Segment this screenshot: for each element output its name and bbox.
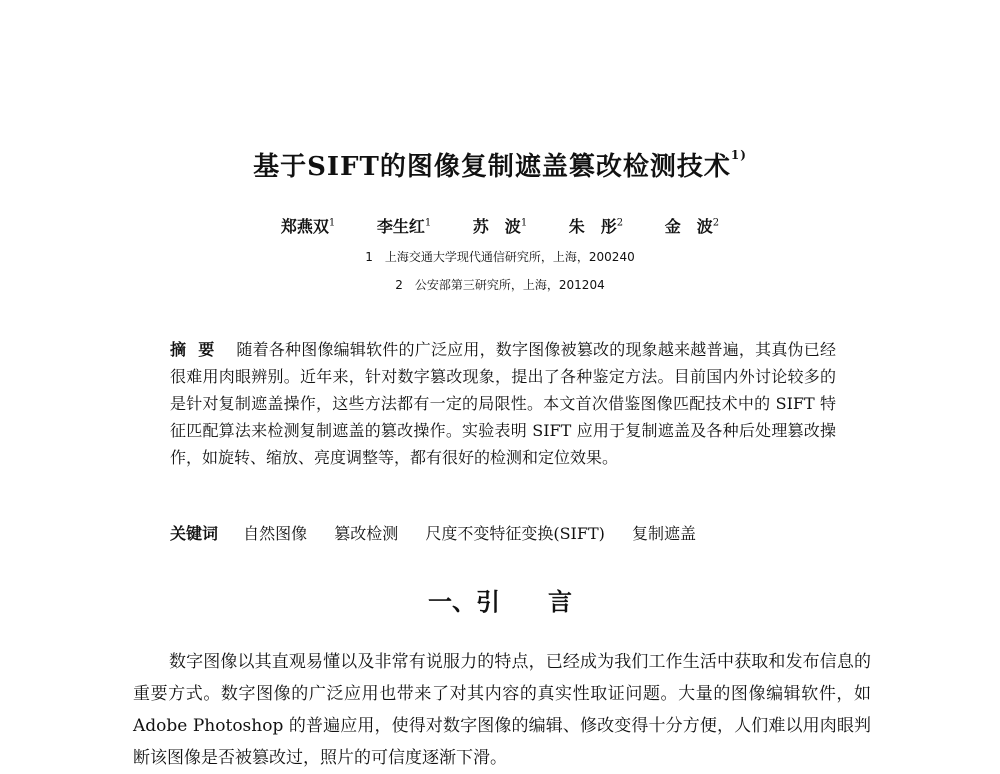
author [377,214,431,237]
author-affiliation-mark: 1 [424,217,432,229]
author [665,214,719,237]
affiliation-2: 2 公安部第三研究所，上海，201204 [395,278,605,292]
keyword: 自然图像 [243,524,308,543]
keywords [170,521,836,544]
author-name: 朱 彤 [568,217,617,236]
author-affiliation-mark: 2 [712,217,720,229]
author [569,214,623,237]
author-name: 郑燕双 [280,217,329,236]
keyword: 篡改检测 [334,524,399,543]
author-name: 金 波 [664,217,713,236]
author-list [0,214,1000,237]
abstract-text: 随着各种图像编辑软件的广泛应用，数字图像被篡改的现象越来越普遍，其真伪已经很难用肉眼辨别。近年来，针对数字篡改现象，提出了各种鉴定方法。目前国内外讨论较多的是针对复制遮盖操作，这些方法都有一定的局限性。本文首次借鉴图像匹配技术中的 SIFT 特征匹配算法来检测复制遮盖的篡改操作。实验表明 SIFT 应用于复制遮盖及各种后处理篡改操作，如旋转、缩放、亮度调整等，都有很好的检测和定位效果。 [170,340,836,467]
author-affiliation-mark: 1 [328,217,336,229]
paper-title-text: 基于SIFT的图像复制遮盖篡改检测技术 [253,152,731,182]
author-affiliation-mark: 1 [520,217,528,229]
keyword: 复制遮盖 [631,524,696,543]
section-number: 一、引 [428,588,500,616]
paper-title [0,146,1000,183]
author-name: 李生红 [376,217,425,236]
author-affiliation-mark: 2 [616,217,624,229]
author-name: 苏 波 [472,217,521,236]
section-heading [0,582,1000,617]
body-paragraph: 数字图像以其直观易懂以及非常有说服力的特点，已经成为我们工作生活中获取和发布信息的重要方式。数字图像的广泛应用也带来了对其内容的真实性取证问题。大量的图像编辑软件，如 Adobe Photoshop 的普遍应用，使得对数字图像的编辑、修改变得十分方便，人们难以用肉眼判断该图像是否被篡改过，照片的可信度逐渐下滑。 [133,652,871,768]
keywords-label: 关键词 [170,524,219,543]
author [473,214,527,237]
abstract-label: 摘要 [170,340,227,359]
abstract [170,336,836,471]
title-footnote-mark: 1) [730,148,747,162]
affiliation-1: 1 上海交通大学现代通信研究所，上海，200240 [365,250,635,264]
author [281,214,335,237]
keyword: 尺度不变特征变换(SIFT) [425,524,605,543]
section-title: 言 [548,588,572,616]
